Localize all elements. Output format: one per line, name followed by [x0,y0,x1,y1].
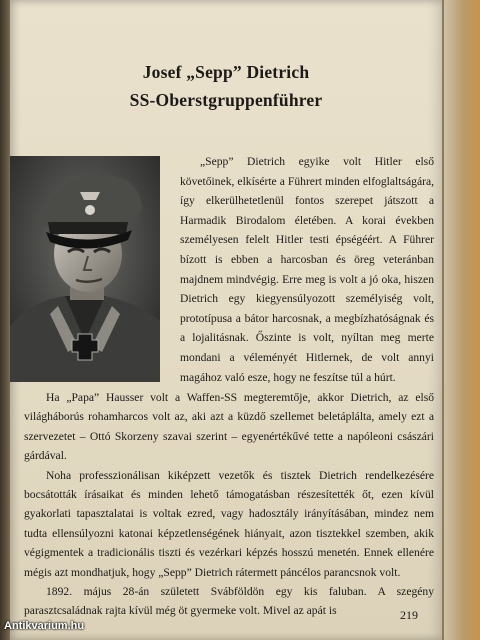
intro-paragraph: „Sepp” Dietrich egyike volt Hitler első követőinek, elkísérte a Führert minden elfoglaltságára, így elkerülhetetlenül fontos szerepet játszott a Harmadik Birodalom életében. A korai években személyesen felelt Hitler testi épségéért. A Führer bízott is ebben a harcosban és öreg veteránban majdnem mindvégig. Erre meg is volt a jó oka, hiszen Dietrich egy kiegyensúlyozott személyiség volt, prototípusa a bátor harcosnak, a megbízhatóságnak és a lojalitásnak. Őszinte is volt, nyíltan meg merte mondani a véleményét Hitlernek, de volt annyi magához való esze, hogy ne feszítse túl a húrt. [180,155,434,384]
portrait-drawing [10,156,160,382]
book-page-edges [444,0,480,640]
body-paragraph: Noha professzionálisan kiképzett vezetők és tisztek Dietrich rendelkezésére bocsátották írásaikat és minden lehető támogatásban részesítették őt, ezen kívül gyakorlati tapasztalatai is voltak ezred, vagy hadosztály irányításában, mindez nem tudta ellensúlyozni katonai képzetlenségének hiányait, azon tisztekkel szemben, akik végigmentek a tradicionális tiszti és vezérkari képzés hosszú menetén. Ennek ellenére mégis azt mondhatjuk, hogy „Sepp” Dietrich rátermett páncélos parancsnok volt. [24,468,434,579]
chapter-title: Josef „Sepp” Dietrich [142,62,310,82]
body-text [24,388,434,621]
chapter-subtitle-rank: SS-Oberstgruppenführer [129,90,323,110]
page-number: 219 [400,608,418,622]
book-page [10,0,442,640]
watermark-text: Antikvarium.hu [4,620,85,632]
portrait-photo [10,156,160,382]
body-paragraph: 1892. május 28-án született Svábföldön egy kis faluban. A szegény parasztcsaládnak rajta kívül még öt gyermeke volt. Mivel az apát is [24,585,434,618]
body-paragraph: Ha „Papa” Hausser volt a Waffen-SS megteremtője, akkor Dietrich, az első világháborús rohamharcos volt az, aki azt a küzdő szellemet beletáplálta, amely ezt a szervezetet – Ottó Skorzeny szavai szerint – egyenértékűvé tette a napóleoni császári gárdával. [24,391,434,463]
